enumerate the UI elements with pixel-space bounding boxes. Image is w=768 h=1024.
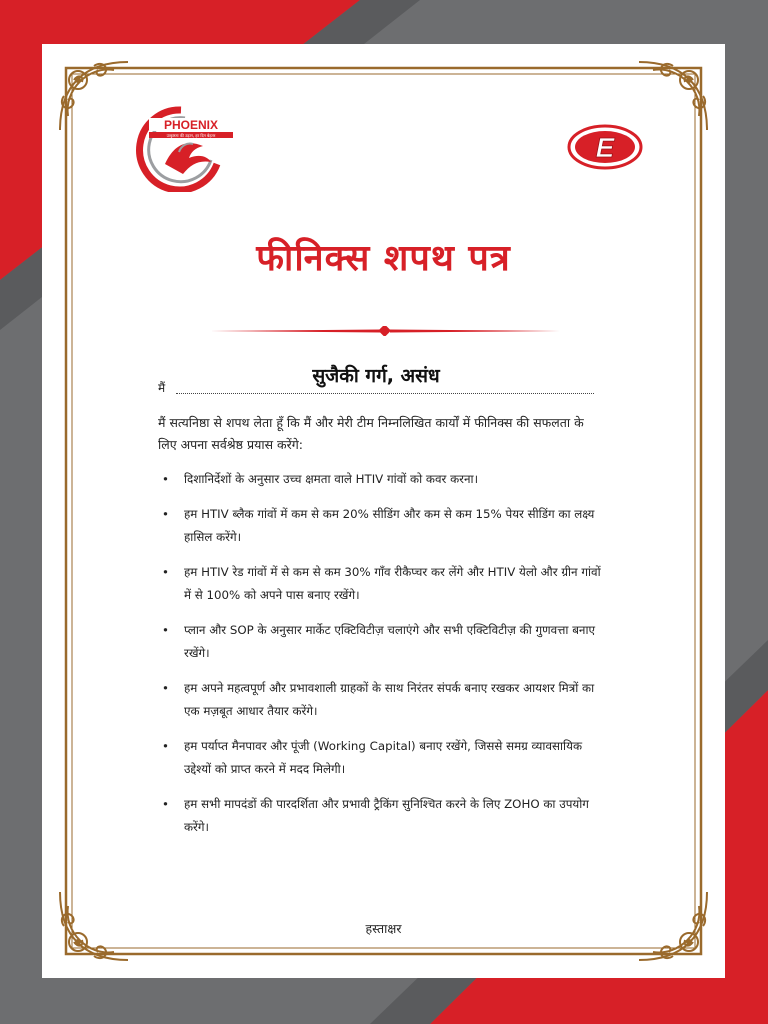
pledge-point-text: हम HTIV रेड गांवों में से कम से कम 30% गाँव रीकैप्चर कर लेंगे और HTIV येलो और ग्रीन गांवों में से 100% को अपने पास बनाए रखेंगे। [184, 565, 601, 602]
corner-ornament-icon [54, 56, 134, 136]
bullet-icon: • [162, 739, 169, 753]
pledge-points-list [158, 468, 608, 839]
bullet-icon: • [162, 507, 169, 521]
logo-wordmark: PHOENIX [163, 118, 219, 132]
list-item [158, 735, 608, 781]
pledge-point-text: दिशानिर्देशों के अनुसार उच्च क्षमता वाले HTIV गांवों को कवर करना। [184, 472, 479, 486]
list-item [158, 793, 608, 839]
signature-label: हस्ताक्षर [365, 921, 402, 936]
emblem-letter: E [595, 132, 615, 163]
name-dotted-line [176, 393, 594, 394]
pledge-point-text: हम HTIV ब्लैक गांवों में कम से कम 20% सीडिंग और कम से कम 15% पेयर सीडिंग का लक्ष्य हासिल करेंगे। [184, 507, 595, 544]
logo-tagline: उत्कृष्टता की उड़ान, हर दिन बेहतर [166, 133, 216, 138]
list-item [158, 619, 608, 665]
phoenix-logo [125, 102, 235, 192]
name-prefix: मैं [158, 381, 166, 395]
pledge-point-text: हम अपने महत्वपूर्ण और प्रभावशाली ग्राहकों के साथ निरंतर संपर्क बनाए रखकर आयशर मित्रों का एक मज़बूत आधार तैयार करेंगे। [184, 681, 595, 718]
pledger-name-row [158, 364, 594, 398]
list-item [158, 677, 608, 723]
pledger-name: सुजैकी गर्ग, असंध [312, 365, 440, 387]
pledge-point-text: हम पर्याप्त मैनपावर और पूंजी (Working Capital) बनाए रखेंगे, जिससे समग्र व्यावसायिक उद्देश्यों को प्राप्त करने में मदद मिलेगी। [184, 739, 583, 776]
pledge-point-text: प्लान और SOP के अनुसार मार्केट एक्टिविटीज़ चलाएंगे और सभी एक्टिविटीज़ की गुणवत्ता बनाए रखेंगे। [184, 623, 596, 660]
pledge-intro: मैं सत्यनिष्ठा से शपथ लेता हूँ कि मैं और मेरी टीम निम्नलिखित कार्यों में फीनिक्स की सफलता के लिए अपना सर्वश्रेष्ठ प्रयास करेंगे: [158, 415, 584, 452]
bullet-icon: • [162, 472, 169, 486]
list-item [158, 468, 608, 491]
bullet-icon: • [162, 623, 169, 637]
list-item [158, 503, 608, 549]
e-oval-emblem-icon [565, 122, 645, 172]
bullet-icon: • [162, 797, 169, 811]
bullet-icon: • [162, 565, 169, 579]
corner-ornament-icon [633, 56, 713, 136]
title-divider [210, 326, 560, 336]
phoenix-bird-icon [165, 143, 211, 174]
pledge-point-text: हम सभी मापदंडों की पारदर्शिता और प्रभावी ट्रैकिंग सुनिश्चित करने के लिए ZOHO का उपयोग करेंगे। [184, 797, 589, 834]
certificate-sheet [42, 44, 725, 978]
page-title: फीनिक्स शपथ पत्र [256, 238, 511, 279]
bullet-icon: • [162, 681, 169, 695]
list-item [158, 561, 608, 607]
